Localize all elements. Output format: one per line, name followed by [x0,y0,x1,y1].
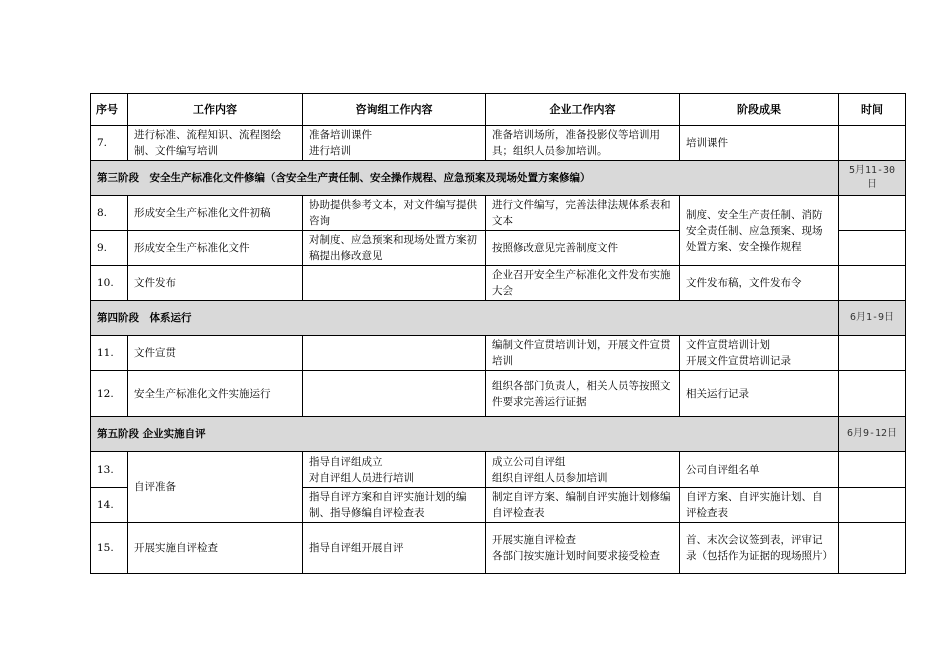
row-seq: 9. [91,231,128,266]
row-enterprise: 企业召开安全生产标准化文件发布实施大会 [486,266,680,301]
stage-row [91,417,906,452]
table-row [91,336,906,371]
row-seq: 12. [91,371,128,417]
row-result: 文件宣贯培训计划 开展文件宣贯培训记录 [680,336,839,371]
row-time [839,266,906,301]
row-consult: 协助提供参考文本，对文件编写提供咨询 [303,196,486,231]
stage-row [91,161,906,196]
work-plan-table [90,93,906,574]
row-time [839,336,906,371]
row-consult: 指导自评组开展自评 [303,523,486,574]
header-row [91,94,906,126]
header-time: 时间 [839,94,906,126]
row-time [839,371,906,417]
row-enterprise: 按照修改意见完善制度文件 [486,231,680,266]
header-work: 工作内容 [128,94,303,126]
row-consult [303,371,486,417]
row-seq: 15. [91,523,128,574]
row-time [839,231,906,266]
row-result: 培训课件 [680,126,839,161]
row-time [839,196,906,231]
stage-title: 第三阶段 安全生产标准化文件修编（含安全生产责任制、安全操作规程、应急预案及现场处置方案修编） [91,161,839,196]
row-work: 形成安全生产标准化文件 [128,231,303,266]
row-result: 制度、安全生产责任制、消防安全责任制、应急预案、现场处置方案、安全操作规程 [680,196,839,266]
table-row [91,371,906,417]
row-work: 文件宣贯 [128,336,303,371]
row-consult: 对制度、应急预案和现场处置方案初稿提出修改意见 [303,231,486,266]
row-work: 进行标准、流程知识、流程图绘制、文件编写培训 [128,126,303,161]
row-result: 自评方案、自评实施计划、自评检查表 [680,488,839,523]
row-enterprise: 开展实施自评检查 各部门按实施计划时间要求接受检查 [486,523,680,574]
row-enterprise: 制定自评方案、编制自评实施计划修编自评检查表 [486,488,680,523]
row-consult [303,266,486,301]
row-enterprise: 准备培训场所，准备投影仪等培训用具；组织人员参加培训。 [486,126,680,161]
row-consult: 指导自评组成立 对自评组人员进行培训 [303,452,486,488]
stage-title: 第五阶段 企业实施自评 [91,417,839,452]
header-consult: 咨询组工作内容 [303,94,486,126]
stage-time: 6月9-12日 [839,417,906,452]
row-result: 文件发布稿，文件发布令 [680,266,839,301]
row-enterprise: 组织各部门负责人，相关人员等按照文件要求完善运行证据 [486,371,680,417]
stage-time: 5月11-30日 [839,161,906,196]
row-consult: 指导自评方案和自评实施计划的编制、指导修编自评检查表 [303,488,486,523]
row-time [839,523,906,574]
header-result: 阶段成果 [680,94,839,126]
row-time [839,126,906,161]
row-seq: 7. [91,126,128,161]
stage-title: 第四阶段 体系运行 [91,301,839,336]
row-consult: 准备培训课件 进行培训 [303,126,486,161]
row-consult [303,336,486,371]
row-result: 首、末次会议签到表，评审记录（包括作为证据的现场照片） [680,523,839,574]
row-seq: 11. [91,336,128,371]
row-seq: 8. [91,196,128,231]
stage-row [91,301,906,336]
row-enterprise: 进行文件编写，完善法律法规体系表和文本 [486,196,680,231]
row-seq: 10. [91,266,128,301]
table-row [91,126,906,161]
row-result: 相关运行记录 [680,371,839,417]
table-row [91,523,906,574]
row-work: 自评准备 [128,452,303,523]
row-work: 开展实施自评检查 [128,523,303,574]
stage-time: 6月1-9日 [839,301,906,336]
header-enterprise: 企业工作内容 [486,94,680,126]
row-time [839,452,906,488]
table-row [91,452,906,488]
row-work: 文件发布 [128,266,303,301]
row-result: 公司自评组名单 [680,452,839,488]
header-seq: 序号 [91,94,128,126]
row-seq: 13. [91,452,128,488]
row-seq: 14. [91,488,128,523]
row-enterprise: 编制文件宣贯培训计划，开展文件宣贯培训 [486,336,680,371]
row-time [839,488,906,523]
table-row [91,266,906,301]
row-work: 形成安全生产标准化文件初稿 [128,196,303,231]
table-row [91,196,906,231]
row-enterprise: 成立公司自评组 组织自评组人员参加培训 [486,452,680,488]
row-work: 安全生产标准化文件实施运行 [128,371,303,417]
